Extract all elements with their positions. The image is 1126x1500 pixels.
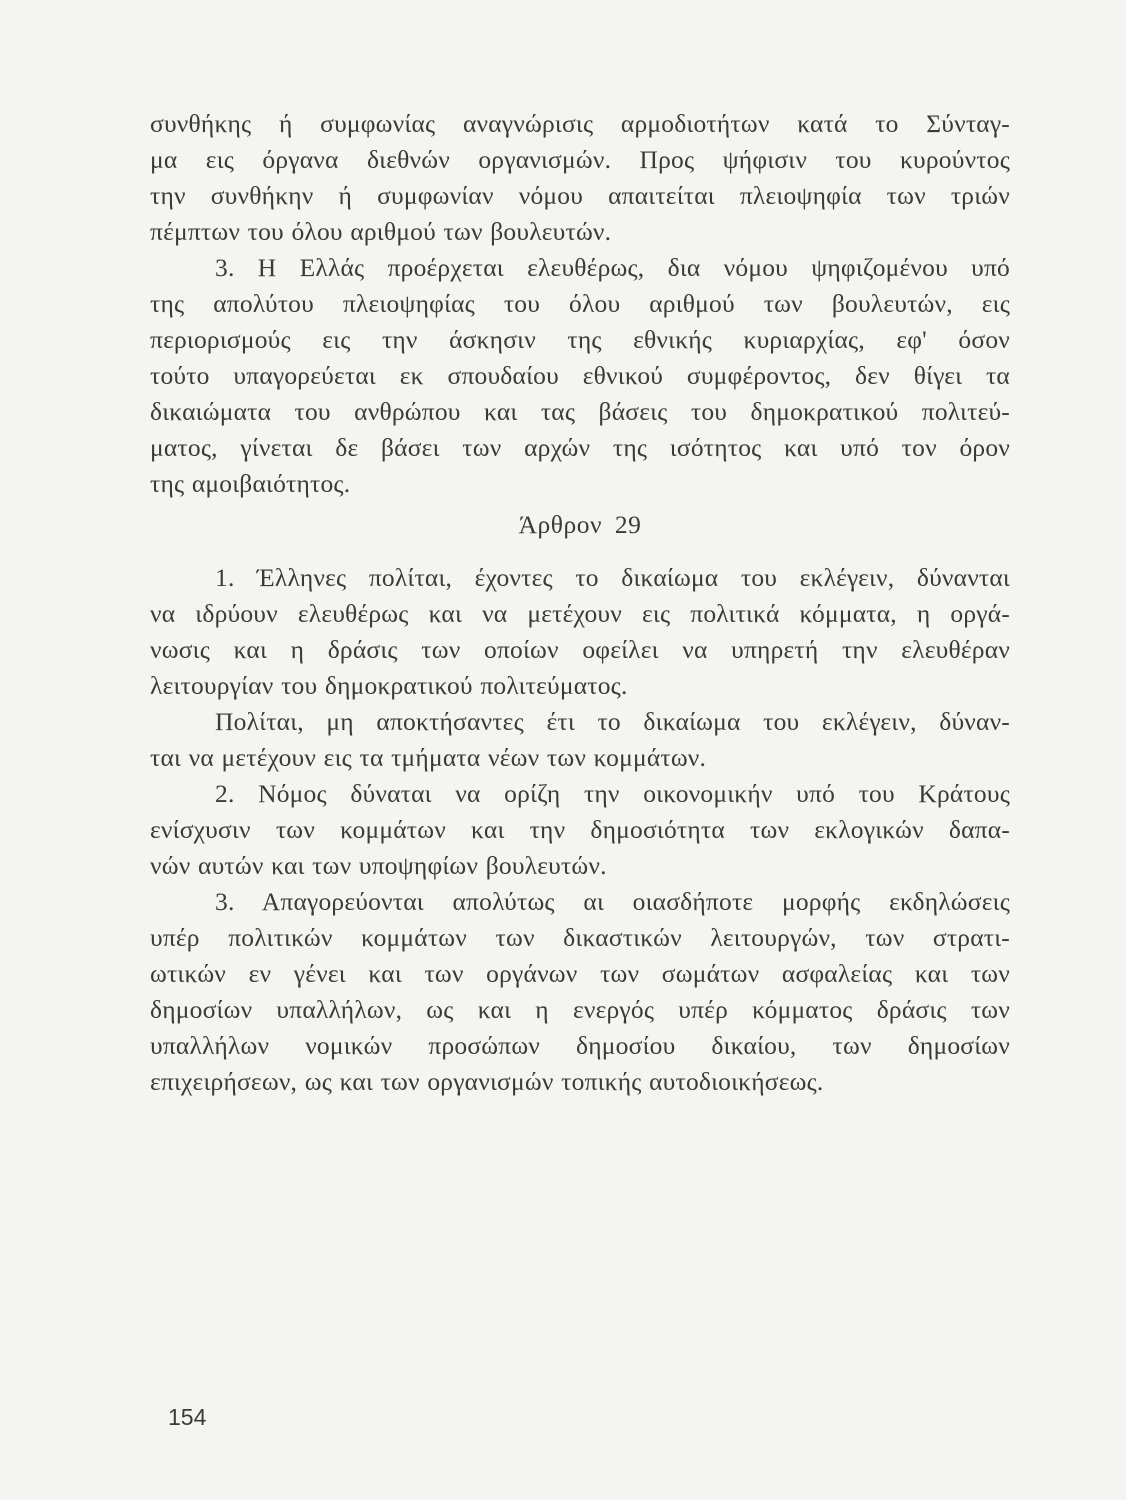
text-line: να ιδρύουν ελευθέρως και να μετέχουν εις πολιτικά κόμματα, η οργά- [150, 599, 1010, 628]
text-line: μα εις όργανα διεθνών οργανισμών. Προς ψήφισιν του κυρούντος [150, 145, 1010, 174]
paragraph-3-start: 3. Απαγορεύονται απολύτως αι οιασδήποτε μορφής εκδηλώσεις [215, 887, 1010, 916]
article-29-text [150, 560, 1010, 1100]
text-line: ματος, γίνεται δε βάσει των αρχών της ισότητος και υπό τον όρον [150, 433, 1010, 462]
page-number: 154 [168, 1404, 207, 1430]
text-line: της απολύτου πλειοψηφίας του όλου αριθμού των βουλευτών, εις [150, 289, 1010, 318]
paragraph-1b-start: Πολίται, μη αποκτήσαντες έτι το δικαίωμα του εκλέγειν, δύναν- [215, 707, 1010, 736]
paragraph-2-start: 2. Νόμος δύναται να ορίζη την οικονομικήν υπό του Κράτους [215, 779, 1010, 808]
text-line: υπέρ πολιτικών κομμάτων των δικαστικών λειτουργών, των στρατι- [150, 923, 1010, 952]
text-line: λειτουργίαν του δημοκρατικού πολιτεύματος. [150, 671, 628, 700]
text-line: υπαλλήλων νομικών προσώπων δημοσίου δικαίου, των δημοσίων [150, 1031, 1010, 1060]
text-line: δημοσίων υπαλλήλων, ως και η ενεργός υπέρ κόμματος δράσις των [150, 995, 1010, 1024]
text-line: πέμπτων του όλου αριθμού των βουλευτών. [150, 217, 612, 246]
text-line: την συνθήκην ή συμφωνίαν νόμου απαιτείται πλειοψηφία των τριών [150, 181, 1010, 210]
text-line: ωτικών εν γένει και των οργάνων των σωμάτων ασφαλείας και των [150, 959, 1010, 988]
text-line: δικαιώματα του ανθρώπου και τας βάσεις του δημοκρατικού πολιτεύ- [150, 397, 1010, 426]
text-line: περιορισμούς εις την άσκησιν της εθνικής κυριαρχίας, εφ' όσον [150, 325, 1010, 354]
text-line: νών αυτών και των υποψηφίων βουλευτών. [150, 851, 607, 880]
article-heading: Άρθρον 29 [518, 510, 642, 539]
paragraph-3-start: 3. Η Ελλάς προέρχεται ελευθέρως, δια νόμου ψηφιζομένου υπό [215, 253, 1010, 282]
paragraph-1-start: 1. Έλληνες πολίται, έχοντες το δικαίωμα του εκλέγειν, δύνανται [215, 563, 1010, 592]
text-line: ενίσχυσιν των κομμάτων και την δημοσιότητα των εκλογικών δαπα- [150, 815, 1010, 844]
text-line: νωσις και η δράσις των οποίων οφείλει να υπηρετή την ελευθέραν [150, 635, 1010, 664]
text-line: της αμοιβαιότητος. [150, 469, 351, 498]
text-line: τούτο υπαγορεύεται εκ σπουδαίου εθνικού συμφέροντος, δεν θίγει τα [150, 361, 1010, 390]
text-line: επιχειρήσεων, ως και των οργανισμών τοπικής αυτοδιοικήσεως. [150, 1067, 824, 1096]
text-line: συνθήκης ή συμφωνίας αναγνώρισις αρμοδιοτήτων κατά το Σύνταγ- [150, 109, 1010, 138]
text-line: ται να μετέχουν εις τα τμήματα νέων των κομμάτων. [150, 743, 707, 772]
constitution-text-top [150, 106, 1010, 502]
